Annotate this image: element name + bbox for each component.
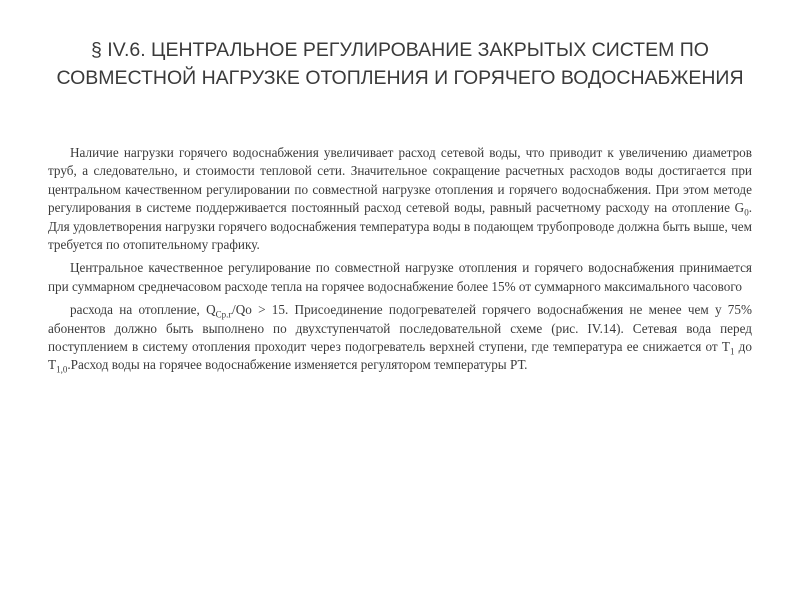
paragraph-1-text: Наличие нагрузки горячего водоснабжения увеличивает расход сетевой воды, что приводит к увеличению диаметров труб, а следовательно, и стоимости тепловой сети. Значительное сокращение расчетных расходов воды достигается при центральном качественном регулировании по совместной нагрузке отопления и горячего водоснабжения. При этом методе регулирования в системе поддерживается постоянный расход сетевой воды, равный расчетному расходу на отопление G: [48, 145, 752, 216]
paragraph-3-text-c: до Т: [48, 339, 752, 373]
paragraph-2-text: Центральное качественное регулирование по совместной нагрузке отопления и горячего водоснабжения принимается при суммарном среднечасовом расходе тепла на горячее водоснабжение более 15% от суммарного максимального часового: [48, 260, 752, 294]
subscript-t10: 1,0: [56, 365, 68, 376]
subscript-t1: 1: [729, 346, 735, 357]
paragraph-3-text-b: /Qо > 15. Присоединение подогревателей горячего водоснабжения не менее чем у 75% абонентов должно быть выполнено по двухступенчатой последовательной схеме (рис. IV.14). Сетевая вода перед поступлением в систему отопления проходит через подогреватель верхней ступени, где температура ее снижается от Т: [48, 302, 752, 355]
paragraph-2: [48, 259, 752, 296]
page-title-line-2: СОВМЕСТНОЙ НАГРУЗКЕ ОТОПЛЕНИЯ И ГОРЯЧЕГО ВОДОСНАБЖЕНИЯ: [56, 67, 744, 89]
paragraph-3: [48, 301, 752, 375]
page-title-line-1: § IV.6. ЦЕНТРАЛЬНОЕ РЕГУЛИРОВАНИЕ ЗАКРЫТЫХ СИСТЕМ ПО: [91, 39, 709, 61]
paragraph-1: [48, 144, 752, 254]
subscript-cpg: Ср.г: [215, 309, 233, 320]
page-title: [40, 36, 760, 92]
paragraph-1-text-end: . Для удовлетворения нагрузки горячего водоснабжения температура воды в подающем трубопроводе должна быть выше, чем требуется по отопительному графику.: [48, 200, 752, 253]
subscript-g0: 0: [744, 207, 749, 218]
paragraph-3-text-a: расхода на отопление, Q: [70, 302, 216, 318]
document-body: [48, 144, 752, 380]
paragraph-3-text-d: .Расход воды на горячее водоснабжение изменяется регулятором температуры РТ.: [67, 357, 528, 373]
